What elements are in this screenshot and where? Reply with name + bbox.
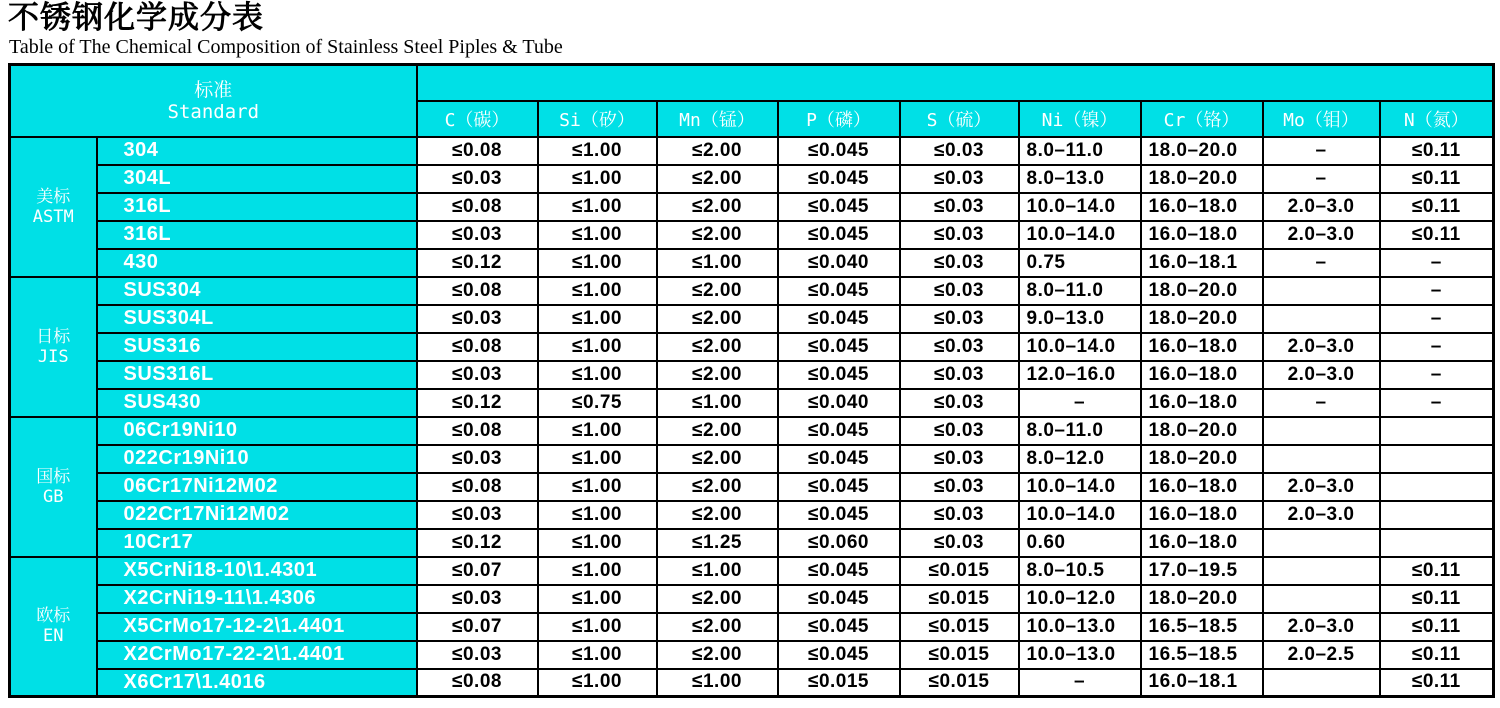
value-cell: ≤0.03 <box>900 445 1019 473</box>
value-cell: ≤0.12 <box>417 249 538 277</box>
group-name-en: EN <box>43 626 64 647</box>
value-cell: ≤0.03 <box>900 361 1019 389</box>
value-cell: ≤0.015 <box>900 613 1019 641</box>
value-cell: 16.0–18.0 <box>1141 361 1263 389</box>
value-cell: 18.0–20.0 <box>1141 277 1263 305</box>
value-cell: ≤0.08 <box>417 417 538 445</box>
value-cell: ≤1.00 <box>538 445 657 473</box>
value-cell: 16.5–18.5 <box>1141 641 1263 669</box>
element-header-cell: Si（矽） <box>538 101 657 137</box>
value-cell: ≤0.08 <box>417 277 538 305</box>
value-cell: 0.75 <box>1019 249 1141 277</box>
value-cell: ≤0.03 <box>900 305 1019 333</box>
value-cell: ≤2.00 <box>657 501 778 529</box>
value-cell: 2.0–3.0 <box>1263 613 1380 641</box>
value-cell: 16.0–18.0 <box>1141 473 1263 501</box>
value-cell: ≤0.045 <box>778 333 900 361</box>
group-name-cn: 欧标 <box>36 606 71 627</box>
value-cell: ≤0.03 <box>900 165 1019 193</box>
value-cell: ≤0.015 <box>900 585 1019 613</box>
value-cell <box>1263 305 1380 333</box>
value-cell: ≤0.03 <box>417 501 538 529</box>
element-header-cell: Mo（钼） <box>1263 101 1380 137</box>
value-cell: ≤0.11 <box>1380 641 1494 669</box>
value-cell: ≤2.00 <box>657 333 778 361</box>
value-cell: – <box>1019 669 1141 697</box>
grade-cell: X2CrMo17-22-2\1.4401 <box>97 641 417 669</box>
value-cell: 2.0–3.0 <box>1263 361 1380 389</box>
table-row <box>10 557 1494 585</box>
value-cell: ≤0.11 <box>1380 193 1494 221</box>
grade-cell: SUS316 <box>97 333 417 361</box>
value-cell: 16.0–18.1 <box>1141 669 1263 697</box>
value-cell: ≤1.00 <box>538 613 657 641</box>
element-header-cell: P（磷） <box>778 101 900 137</box>
value-cell: ≤0.03 <box>417 641 538 669</box>
grade-cell: 022Cr19Ni10 <box>97 445 417 473</box>
value-cell: ≤0.045 <box>778 305 900 333</box>
value-cell: 8.0–11.0 <box>1019 137 1141 165</box>
grade-cell: 06Cr19Ni10 <box>97 417 417 445</box>
value-cell: ≤0.03 <box>900 529 1019 557</box>
value-cell: 16.0–18.0 <box>1141 529 1263 557</box>
value-cell: ≤1.00 <box>538 361 657 389</box>
value-cell <box>1263 669 1380 697</box>
element-header-cell: Ni（镍） <box>1019 101 1141 137</box>
value-cell: ≤1.00 <box>657 669 778 697</box>
value-cell: ≤0.07 <box>417 613 538 641</box>
value-cell: ≤0.015 <box>900 669 1019 697</box>
page-subtitle: Table of The Chemical Composition of Stainless Steel Piples & Tube <box>9 36 563 58</box>
table-row <box>10 445 1494 473</box>
value-cell: ≤1.00 <box>657 249 778 277</box>
grade-cell: X2CrNi19-11\1.4306 <box>97 585 417 613</box>
element-header-cell: Mn（锰） <box>657 101 778 137</box>
group-name-cn: 日标 <box>36 326 71 347</box>
standard-header-cell <box>10 65 417 137</box>
value-cell: ≤0.03 <box>900 389 1019 417</box>
group-cell <box>10 557 97 697</box>
element-header-cell: C（碳） <box>417 101 538 137</box>
value-cell: ≤1.00 <box>538 277 657 305</box>
value-cell <box>1263 417 1380 445</box>
table-row <box>10 501 1494 529</box>
table-row <box>10 669 1494 697</box>
value-cell <box>1380 529 1494 557</box>
grade-cell: 316L <box>97 221 417 249</box>
value-cell: ≤0.045 <box>778 585 900 613</box>
group-name-en: ASTM <box>32 206 74 227</box>
table-row <box>10 249 1494 277</box>
grade-cell: X5CrNi18-10\1.4301 <box>97 557 417 585</box>
value-cell: ≤1.00 <box>538 501 657 529</box>
value-cell: 2.0–3.0 <box>1263 473 1380 501</box>
value-cell: ≤0.045 <box>778 165 900 193</box>
value-cell: ≤0.08 <box>417 669 538 697</box>
value-cell: ≤2.00 <box>657 305 778 333</box>
table-row <box>10 417 1494 445</box>
grade-cell: 06Cr17Ni12M02 <box>97 473 417 501</box>
value-cell: ≤2.00 <box>657 585 778 613</box>
value-cell: ≤0.08 <box>417 333 538 361</box>
table-row <box>10 613 1494 641</box>
value-cell: – <box>1263 389 1380 417</box>
value-cell: ≤0.015 <box>900 641 1019 669</box>
value-cell: ≤1.00 <box>538 305 657 333</box>
value-cell: 2.0–3.0 <box>1263 221 1380 249</box>
value-cell: – <box>1263 165 1380 193</box>
value-cell: 8.0–10.5 <box>1019 557 1141 585</box>
value-cell: ≤1.00 <box>657 389 778 417</box>
value-cell: ≤1.00 <box>538 557 657 585</box>
value-cell: ≤1.00 <box>657 557 778 585</box>
standard-label-cn: 标准 <box>194 78 233 101</box>
value-cell: 18.0–20.0 <box>1141 305 1263 333</box>
value-cell: ≤2.00 <box>657 277 778 305</box>
value-cell: – <box>1380 249 1494 277</box>
value-cell: ≤1.00 <box>538 333 657 361</box>
value-cell: ≤2.00 <box>657 613 778 641</box>
value-cell: 18.0–20.0 <box>1141 137 1263 165</box>
value-cell: ≤0.045 <box>778 137 900 165</box>
value-cell: 18.0–20.0 <box>1141 585 1263 613</box>
table-row <box>10 585 1494 613</box>
value-cell: 10.0–13.0 <box>1019 641 1141 669</box>
value-cell: ≤0.11 <box>1380 165 1494 193</box>
value-cell: ≤0.03 <box>900 417 1019 445</box>
value-cell: 10.0–14.0 <box>1019 221 1141 249</box>
group-name-cn: 美标 <box>36 186 71 207</box>
table-row <box>10 165 1494 193</box>
value-cell: 18.0–20.0 <box>1141 417 1263 445</box>
value-cell: ≤0.03 <box>417 445 538 473</box>
value-cell: ≤0.08 <box>417 193 538 221</box>
value-cell: ≤0.11 <box>1380 613 1494 641</box>
value-cell: 2.0–3.0 <box>1263 501 1380 529</box>
grade-cell: 316L <box>97 193 417 221</box>
value-cell: 2.0–3.0 <box>1263 193 1380 221</box>
grade-cell: SUS316L <box>97 361 417 389</box>
group-name-cn: 国标 <box>36 466 71 487</box>
value-cell: ≤0.03 <box>900 137 1019 165</box>
value-cell <box>1263 557 1380 585</box>
table-row <box>10 361 1494 389</box>
value-cell: ≤1.25 <box>657 529 778 557</box>
value-cell: ≤0.03 <box>417 305 538 333</box>
value-cell: ≤0.045 <box>778 417 900 445</box>
grade-cell: 304L <box>97 165 417 193</box>
group-name-en: GB <box>43 486 64 507</box>
value-cell: ≤2.00 <box>657 165 778 193</box>
value-cell: 16.0–18.0 <box>1141 193 1263 221</box>
composition-table <box>8 63 1495 698</box>
value-cell: ≤0.03 <box>900 473 1019 501</box>
value-cell: 18.0–20.0 <box>1141 165 1263 193</box>
value-cell: ≤0.040 <box>778 389 900 417</box>
value-cell: ≤0.045 <box>778 557 900 585</box>
value-cell: – <box>1380 305 1494 333</box>
element-header-cell: Cr（铬） <box>1141 101 1263 137</box>
value-cell: ≤0.045 <box>778 445 900 473</box>
value-cell: ≤0.060 <box>778 529 900 557</box>
element-header-cell: N（氮） <box>1380 101 1494 137</box>
value-cell: – <box>1263 249 1380 277</box>
value-cell: ≤0.08 <box>417 137 538 165</box>
value-cell: ≤0.03 <box>900 193 1019 221</box>
value-cell: ≤1.00 <box>538 669 657 697</box>
value-cell: ≤0.03 <box>900 249 1019 277</box>
value-cell: – <box>1019 389 1141 417</box>
value-cell: ≤0.040 <box>778 249 900 277</box>
value-cell: ≤2.00 <box>657 221 778 249</box>
value-cell: ≤0.03 <box>900 221 1019 249</box>
value-cell <box>1380 501 1494 529</box>
value-cell <box>1380 445 1494 473</box>
value-cell: ≤0.07 <box>417 557 538 585</box>
value-cell: 2.0–2.5 <box>1263 641 1380 669</box>
value-cell: 9.0–13.0 <box>1019 305 1141 333</box>
table-row <box>10 277 1494 305</box>
grade-cell: SUS304L <box>97 305 417 333</box>
table-row <box>10 137 1494 165</box>
value-cell: ≤0.03 <box>417 221 538 249</box>
value-cell: 17.0–19.5 <box>1141 557 1263 585</box>
value-cell: – <box>1380 389 1494 417</box>
value-cell: ≤0.015 <box>778 669 900 697</box>
group-cell <box>10 137 97 277</box>
value-cell: 16.5–18.5 <box>1141 613 1263 641</box>
grade-cell: 304 <box>97 137 417 165</box>
value-cell: ≤2.00 <box>657 137 778 165</box>
standard-label-en: Standard <box>167 100 260 123</box>
value-cell: – <box>1380 333 1494 361</box>
value-cell <box>1380 417 1494 445</box>
table-row <box>10 473 1494 501</box>
value-cell: 16.0–18.1 <box>1141 249 1263 277</box>
group-name-en: JIS <box>37 346 69 367</box>
table-row <box>10 305 1494 333</box>
value-cell: 8.0–11.0 <box>1019 417 1141 445</box>
value-cell: ≤0.045 <box>778 473 900 501</box>
value-cell: 8.0–13.0 <box>1019 165 1141 193</box>
value-cell: ≤1.00 <box>538 641 657 669</box>
value-cell: ≤0.03 <box>417 585 538 613</box>
value-cell: ≤0.11 <box>1380 669 1494 697</box>
value-cell: ≤0.045 <box>778 501 900 529</box>
value-cell: ≤2.00 <box>657 473 778 501</box>
value-cell: 10.0–13.0 <box>1019 613 1141 641</box>
value-cell: 10.0–14.0 <box>1019 193 1141 221</box>
value-cell: ≤1.00 <box>538 193 657 221</box>
value-cell: ≤2.00 <box>657 641 778 669</box>
value-cell: ≤1.00 <box>538 221 657 249</box>
table-header <box>10 65 1494 137</box>
value-cell: ≤0.11 <box>1380 137 1494 165</box>
value-cell <box>1263 445 1380 473</box>
table-row <box>10 193 1494 221</box>
value-cell: 10.0–14.0 <box>1019 501 1141 529</box>
value-cell: ≤0.045 <box>778 277 900 305</box>
group-cell <box>10 277 97 417</box>
value-cell: 10.0–14.0 <box>1019 473 1141 501</box>
header-row-top <box>10 65 1494 101</box>
value-cell: ≤0.045 <box>778 361 900 389</box>
value-cell: ≤2.00 <box>657 193 778 221</box>
value-cell: ≤1.00 <box>538 585 657 613</box>
value-cell: – <box>1380 361 1494 389</box>
table-row <box>10 641 1494 669</box>
value-cell: ≤1.00 <box>538 249 657 277</box>
grade-cell: 022Cr17Ni12M02 <box>97 501 417 529</box>
value-cell: 10.0–14.0 <box>1019 333 1141 361</box>
value-cell: ≤0.03 <box>417 165 538 193</box>
value-cell: 16.0–18.0 <box>1141 221 1263 249</box>
value-cell: 10.0–12.0 <box>1019 585 1141 613</box>
value-cell: ≤0.11 <box>1380 221 1494 249</box>
value-cell: 8.0–12.0 <box>1019 445 1141 473</box>
value-cell <box>1263 585 1380 613</box>
value-cell: ≤0.045 <box>778 641 900 669</box>
value-cell: 2.0–3.0 <box>1263 333 1380 361</box>
grade-cell: SUS304 <box>97 277 417 305</box>
value-cell: ≤0.03 <box>900 277 1019 305</box>
value-cell: ≤0.03 <box>417 361 538 389</box>
table-row <box>10 389 1494 417</box>
value-cell: – <box>1380 277 1494 305</box>
value-cell: ≤0.75 <box>538 389 657 417</box>
table-row <box>10 221 1494 249</box>
value-cell: ≤0.03 <box>900 333 1019 361</box>
value-cell: 16.0–18.0 <box>1141 333 1263 361</box>
value-cell: 12.0–16.0 <box>1019 361 1141 389</box>
value-cell: ≤1.00 <box>538 473 657 501</box>
grade-cell: 430 <box>97 249 417 277</box>
value-cell: 0.60 <box>1019 529 1141 557</box>
value-cell: ≤0.03 <box>900 501 1019 529</box>
grade-cell: 10Cr17 <box>97 529 417 557</box>
value-cell: ≤1.00 <box>538 137 657 165</box>
value-cell: ≤0.12 <box>417 389 538 417</box>
value-cell: 16.0–18.0 <box>1141 389 1263 417</box>
value-cell: ≤1.00 <box>538 529 657 557</box>
value-cell: ≤0.045 <box>778 193 900 221</box>
value-cell <box>1380 473 1494 501</box>
value-cell: ≤1.00 <box>538 417 657 445</box>
value-cell: ≤0.11 <box>1380 585 1494 613</box>
page-title: 不锈钢化学成分表 <box>8 0 264 36</box>
header-strip-cell <box>417 65 1494 101</box>
value-cell: ≤2.00 <box>657 417 778 445</box>
element-header-cell: S（硫） <box>900 101 1019 137</box>
value-cell: ≤2.00 <box>657 361 778 389</box>
value-cell: ≤2.00 <box>657 445 778 473</box>
value-cell: ≤0.045 <box>778 221 900 249</box>
grade-cell: X6Cr17\1.4016 <box>97 669 417 697</box>
value-cell: ≤0.045 <box>778 613 900 641</box>
value-cell: 18.0–20.0 <box>1141 445 1263 473</box>
value-cell: – <box>1263 137 1380 165</box>
value-cell <box>1263 277 1380 305</box>
value-cell: 8.0–11.0 <box>1019 277 1141 305</box>
grade-cell: SUS430 <box>97 389 417 417</box>
value-cell: ≤0.11 <box>1380 557 1494 585</box>
group-cell <box>10 417 97 557</box>
grade-cell: X5CrMo17-12-2\1.4401 <box>97 613 417 641</box>
value-cell: ≤0.08 <box>417 473 538 501</box>
value-cell: 16.0–18.0 <box>1141 501 1263 529</box>
table-row <box>10 333 1494 361</box>
table-body <box>10 137 1494 697</box>
table-row <box>10 529 1494 557</box>
value-cell: ≤1.00 <box>538 165 657 193</box>
value-cell: ≤0.12 <box>417 529 538 557</box>
value-cell: ≤0.015 <box>900 557 1019 585</box>
value-cell <box>1263 529 1380 557</box>
